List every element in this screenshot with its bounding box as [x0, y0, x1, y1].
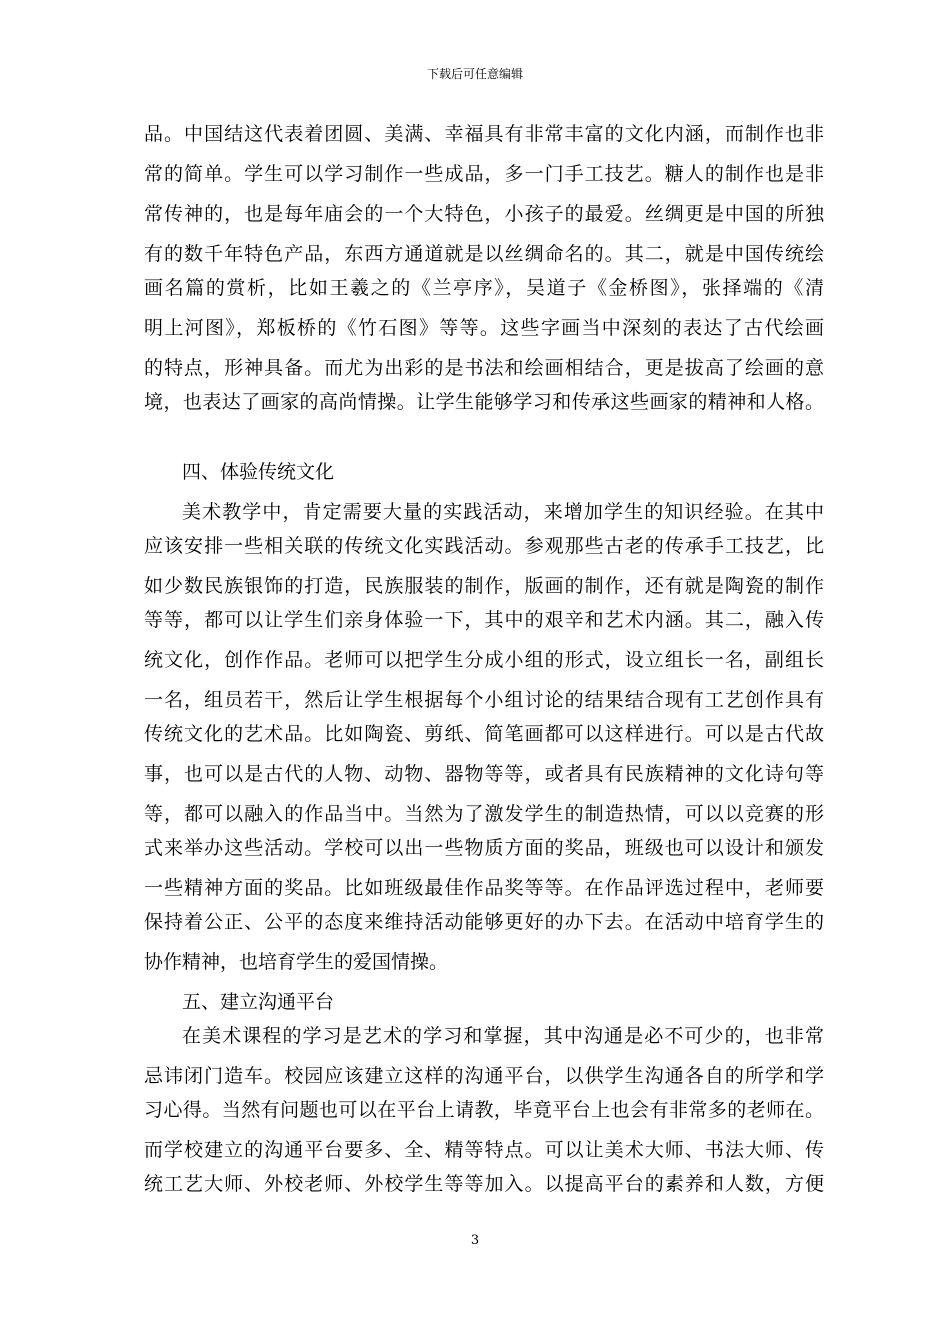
- section5-line-1: 在美术课程的学习是艺术的学习和掌握，其中沟通是必不可少的，也非常: [182, 1025, 824, 1047]
- section4-line-11: 一些精神方面的奖品。比如班级最佳作品奖等等。在作品评选过程中，老师要: [144, 877, 824, 899]
- section5-line-3: 习心得。当然有问题也可以在平台上请教，毕竟平台上也会有非常多的老师在。: [144, 1099, 824, 1121]
- section4-line-3: 如少数民族银饰的打造，民族服装的制作，版画的制作，还有就是陶瓷的制作: [144, 575, 824, 597]
- section4-line-4: 等等，都可以让学生们亲身体验一下，其中的艰辛和艺术内涵。其二，融入传: [144, 609, 824, 631]
- page-number: 3: [470, 1233, 480, 1248]
- para1-line-8: 境，也表达了画家的高尚情操。让学生能够学习和传承这些画家的精神和人格。: [144, 391, 824, 413]
- section4-line-10: 式来举办这些活动。学校可以出一些物质方面的奖品，班级也可以设计和颁发: [144, 837, 824, 859]
- para1-line-2: 常的简单。学生可以学习制作一些成品，多一门手工技艺。糖人的制作也是非: [144, 163, 824, 185]
- section5-line-5: 统工艺大师、外校老师、外校学生等等加入。以提高平台的素养和人数，方便: [144, 1173, 824, 1195]
- section4-line-1: 美术教学中，肯定需要大量的实践活动，来增加学生的知识经验。在其中: [182, 501, 824, 523]
- section4-heading: 四、体验传统文化: [182, 461, 335, 483]
- section4-line-2: 应该安排一些相关联的传统文化实践活动。参观那些古老的传承手工技艺，比: [144, 535, 824, 557]
- para1-line-5: 画名篇的赏析，比如王羲之的《兰亭序》，吴道子《金桥图》，张择端的《清: [144, 277, 824, 299]
- para1-line-1: 品。中国结这代表着团圆、美满、幸福具有非常丰富的文化内涵，而制作也非: [144, 123, 824, 145]
- section5-line-2: 忌讳闭门造车。校园应该建立这样的沟通平台，以供学生沟通各自的所学和学: [144, 1065, 824, 1087]
- section5-heading: 五、建立沟通平台: [182, 991, 335, 1013]
- section4-line-13: 协作精神，也培育学生的爱国情操。: [144, 951, 449, 973]
- section4-line-9: 等，都可以融入的作品当中。当然为了激发学生的制造热情，可以以竞赛的形: [144, 803, 824, 825]
- para1-line-7: 的特点，形神具备。而尤为出彩的是书法和绘画相结合，更是拔高了绘画的意: [144, 357, 824, 379]
- section4-line-7: 传统文化的艺术品。比如陶瓷、剪纸、简笔画都可以这样进行。可以是古代故: [144, 723, 824, 745]
- section4-line-12: 保持着公正、公平的态度来维持活动能够更好的办下去。在活动中培育学生的: [144, 911, 824, 933]
- section4-line-6: 一名，组员若干，然后让学生根据每个小组讨论的结果结合现有工艺创作具有: [144, 689, 824, 711]
- section5-line-4: 而学校建立的沟通平台要多、全、精等特点。可以让美术大师、书法大师、传: [144, 1139, 824, 1161]
- page-header: 下载后可任意编辑: [426, 67, 523, 81]
- para1-line-6: 明上河图》，郑板桥的《竹石图》等等。这些字画当中深刻的表达了古代绘画: [144, 317, 824, 339]
- para1-line-3: 常传神的，也是每年庙会的一个大特色，小孩子的最爱。丝绸更是中国的所独: [144, 203, 824, 225]
- section4-line-8: 事，也可以是古代的人物、动物、器物等等，或者具有民族精神的文化诗句等: [144, 763, 824, 785]
- para1-line-4: 有的数千年特色产品，东西方通道就是以丝绸命名的。其二，就是中国传统绘: [144, 243, 824, 265]
- section4-line-5: 统文化，创作作品。老师可以把学生分成小组的形式，设立组长一名，副组长: [144, 649, 824, 671]
